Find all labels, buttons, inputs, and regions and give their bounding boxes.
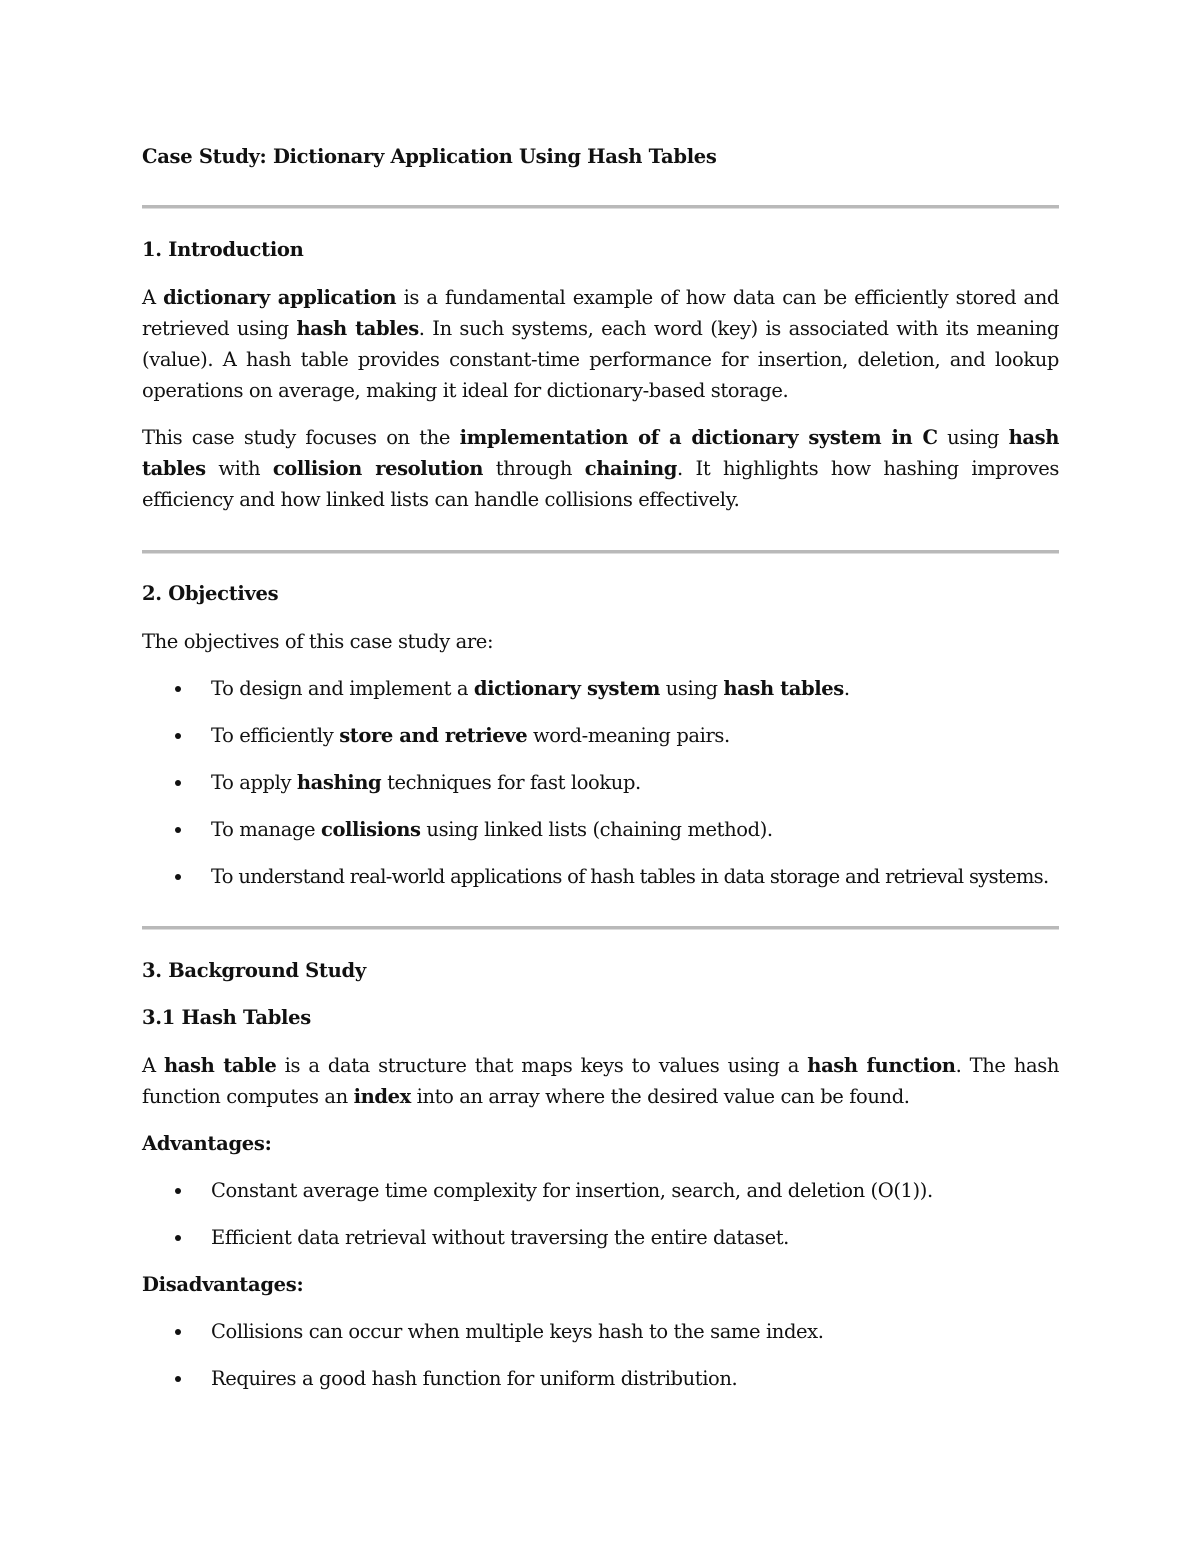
disadvantages-label: Disadvantages: xyxy=(142,1273,304,1296)
intro-paragraph-2: This case study focuses on the implementation of a dictionary system in C using hash tables with collision resolution through chaining. It highlights how hashing improves efficiency and how linked lists can handle collisions effectively. xyxy=(142,426,1059,511)
intro-paragraph-1: A dictionary application is a fundamental example of how data can be efficiently stored and retrieved using hash tables. In such systems, each word (key) is associated with its meaning (value). A hash table provides constant-time performance for insertion, deletion, and lookup operations on average, making it ideal for dictionary-based storage. xyxy=(142,286,1059,402)
bullet-icon xyxy=(175,827,181,833)
section-heading-introduction: 1. Introduction xyxy=(142,238,304,261)
bullet-icon xyxy=(175,1235,181,1241)
bullet-icon xyxy=(175,686,181,692)
objectives-lead: The objectives of this case study are: xyxy=(142,630,494,653)
bullet-icon xyxy=(175,733,181,739)
horizontal-rule xyxy=(142,205,1059,209)
horizontal-rule xyxy=(142,550,1059,554)
section-heading-background: 3. Background Study xyxy=(142,959,366,982)
horizontal-rule xyxy=(142,926,1059,930)
bullet-icon xyxy=(175,1188,181,1194)
bullet-icon xyxy=(175,780,181,786)
subsection-heading-hash-tables: 3.1 Hash Tables xyxy=(142,1006,311,1029)
section-heading-objectives: 2. Objectives xyxy=(142,582,279,605)
hash-table-paragraph: A hash table is a data structure that maps keys to values using a hash function. The hash function computes an index into an array where the desired value can be found. xyxy=(142,1054,1060,1108)
document-title: Case Study: Dictionary Application Using Hash Tables xyxy=(142,145,717,168)
advantages-label: Advantages: xyxy=(142,1132,272,1155)
bullet-icon xyxy=(175,874,181,880)
bullet-icon xyxy=(175,1376,181,1382)
bullet-icon xyxy=(175,1329,181,1335)
